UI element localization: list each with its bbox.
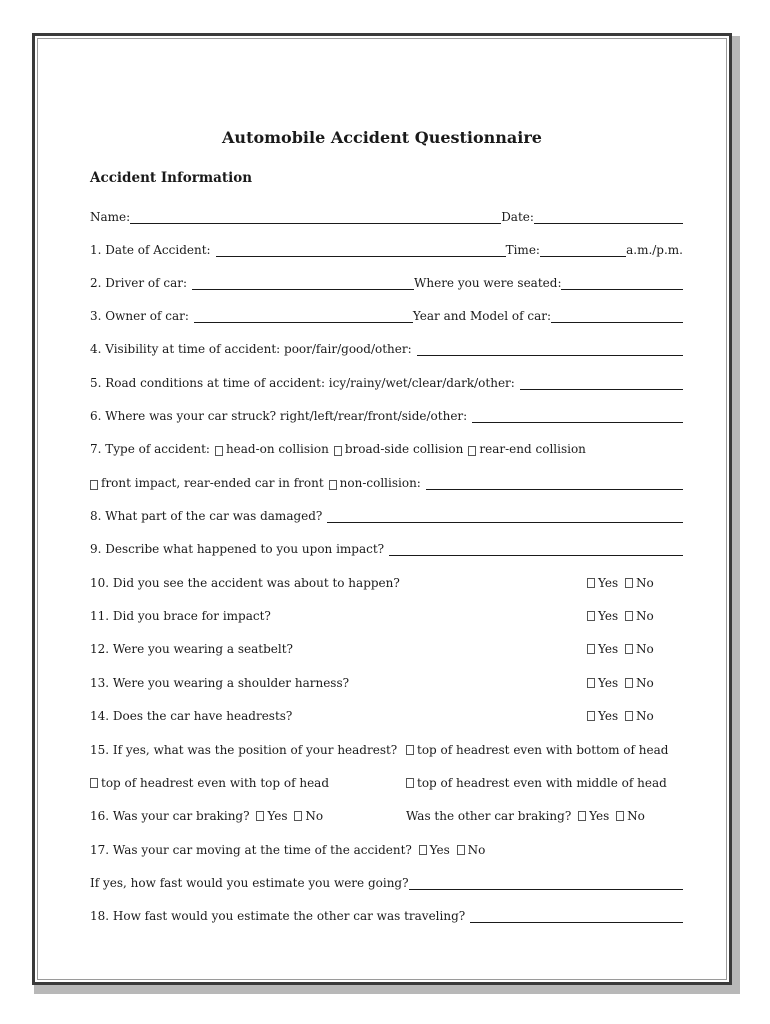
checkbox-yes[interactable] [419,845,427,855]
option-headrest-bottom: top of headrest even with bottom of head [417,743,669,757]
time-field[interactable] [540,243,626,257]
checkbox-head-on[interactable] [215,446,223,456]
q16-label: 16. Was your car braking? [90,809,250,823]
checkbox-rear-end[interactable] [468,446,476,456]
no-label: No [635,676,654,690]
row-q3 [90,303,683,323]
checkbox-yes[interactable] [587,611,595,621]
option-broad-side: broad-side collision [344,442,464,456]
q5-label: 5. Road conditions at time of accident: icy/rainy/wet/clear/dark/other: [90,376,515,390]
row-q2 [90,270,683,290]
yes-no-group [587,709,654,723]
no-label: No [635,709,654,723]
struck-location-field[interactable] [472,409,683,423]
headrest-middle-option [406,776,667,790]
checkbox-no[interactable] [625,578,633,588]
q15-label: 15. If yes, what was the position of your headrest? [90,743,398,757]
row-q15-continued [90,770,683,790]
row-q6 [90,403,683,423]
model-field[interactable] [551,309,683,323]
row-q12 [90,636,683,656]
seated-field[interactable] [561,276,683,290]
checkbox-yes[interactable] [587,678,595,688]
option-rear-end: rear-end collision [479,442,586,456]
non-collision-field[interactable] [426,476,683,490]
row-q4 [90,336,683,356]
yes-no-group [587,642,654,656]
impact-description-field[interactable] [389,542,683,556]
checkbox-yes[interactable] [256,811,264,821]
date-field[interactable] [534,210,683,224]
yes-label: Yes [598,676,619,690]
owner-field[interactable] [194,309,413,323]
q17-followup-label: If yes, how fast would you estimate you were going? [90,876,409,890]
row-q18 [90,903,683,923]
section-heading: Accident Information [90,170,253,186]
yes-label: Yes [598,709,619,723]
row-q7-continued [90,470,683,490]
option-headrest-middle: top of headrest even with middle of head [417,776,667,790]
q6-label: 6. Where was your car struck? right/left/rear/front/side/other: [90,409,468,423]
q1-label: 1. Date of Accident: [90,243,211,257]
q16-other-label: Was the other car braking? [406,809,572,823]
yes-label: Yes [267,809,288,823]
row-q15 [90,737,683,757]
model-label: Year and Model of car: [412,309,552,323]
yes-label: Yes [598,642,619,656]
q11-label: 11. Did you brace for impact? [90,609,271,623]
own-speed-field[interactable] [409,876,683,890]
time-label: Time: [505,243,540,257]
damage-field[interactable] [327,509,683,523]
no-label: No [467,843,486,857]
q3-label: 3. Owner of car: [90,309,189,323]
row-q11 [90,603,683,623]
headrest-top-option [90,776,329,790]
form-title: Automobile Accident Questionnaire [222,128,542,147]
q17-group [90,843,485,857]
checkbox-yes[interactable] [587,578,595,588]
checkbox-no[interactable] [457,845,465,855]
no-label: No [635,576,654,590]
checkbox-non-collision[interactable] [329,480,337,490]
row-name-date [90,204,683,224]
option-headrest-top: top of headrest even with top of head [101,776,330,790]
checkbox-headrest-middle[interactable] [406,778,414,788]
yes-no-group [587,676,654,690]
checkbox-yes[interactable] [587,711,595,721]
option-head-on: head-on collision [225,442,329,456]
q10-label: 10. Did you see the accident was about to happen? [90,576,400,590]
row-q9 [90,536,683,556]
checkbox-headrest-bottom[interactable] [406,745,414,755]
checkbox-yes[interactable] [578,811,586,821]
checkbox-no[interactable] [625,711,633,721]
checkbox-yes[interactable] [587,644,595,654]
q14-label: 14. Does the car have headrests? [90,709,293,723]
visibility-field[interactable] [417,342,683,356]
row-q16 [90,803,683,823]
q8-label: 8. What part of the car was damaged? [90,509,323,523]
road-conditions-field[interactable] [520,376,683,390]
yes-label: Yes [589,809,610,823]
no-label: No [627,809,645,823]
row-q1 [90,237,683,257]
ampm-label: a.m./p.m. [626,243,683,257]
q9-label: 9. Describe what happened to you upon impact? [90,542,385,556]
q13-label: 13. Were you wearing a shoulder harness? [90,676,350,690]
yes-label: Yes [598,609,619,623]
no-label: No [305,809,324,823]
no-label: No [635,609,654,623]
q16-other-group [406,809,645,823]
name-field[interactable] [130,210,501,224]
row-q17 [90,837,683,857]
q4-label: 4. Visibility at time of accident: poor/fair/good/other: [90,342,412,356]
driver-field[interactable] [192,276,414,290]
row-q8 [90,503,683,523]
row-q10 [90,570,683,590]
no-label: No [635,642,654,656]
checkbox-no[interactable] [625,611,633,621]
checkbox-headrest-top[interactable] [90,778,98,788]
checkbox-front-impact[interactable] [90,480,98,490]
q17-label: 17. Was your car moving at the time of the accident? [90,843,412,857]
other-speed-field[interactable] [470,909,683,923]
checkbox-no[interactable] [616,811,624,821]
option-non-collision: non-collision: [339,476,421,490]
document-page [32,33,732,985]
option-front-impact: front impact, rear-ended car in front [101,476,324,490]
q2-label: 2. Driver of car: [90,276,188,290]
row-q14 [90,703,683,723]
yes-label: Yes [598,576,619,590]
q18-label: 18. How fast would you estimate the other car was traveling? [90,909,466,923]
name-label: Name: [90,210,131,224]
q12-label: 12. Were you wearing a seatbelt? [90,642,293,656]
row-q7 [90,436,683,456]
row-q17-followup [90,870,683,890]
checkbox-broad-side[interactable] [334,446,342,456]
row-q13 [90,670,683,690]
checkbox-no[interactable] [625,678,633,688]
date-label: Date: [501,210,534,224]
checkbox-no[interactable] [294,811,302,821]
accident-date-field[interactable] [216,243,506,257]
headrest-option-group [406,743,668,757]
q7-label: 7. Type of accident: [90,442,210,456]
q16-group [90,809,323,823]
seated-label: Where you were seated: [414,276,562,290]
yes-no-group [587,609,654,623]
yes-label: Yes [429,843,450,857]
row-q5 [90,370,683,390]
yes-no-group [587,576,654,590]
checkbox-no[interactable] [625,644,633,654]
